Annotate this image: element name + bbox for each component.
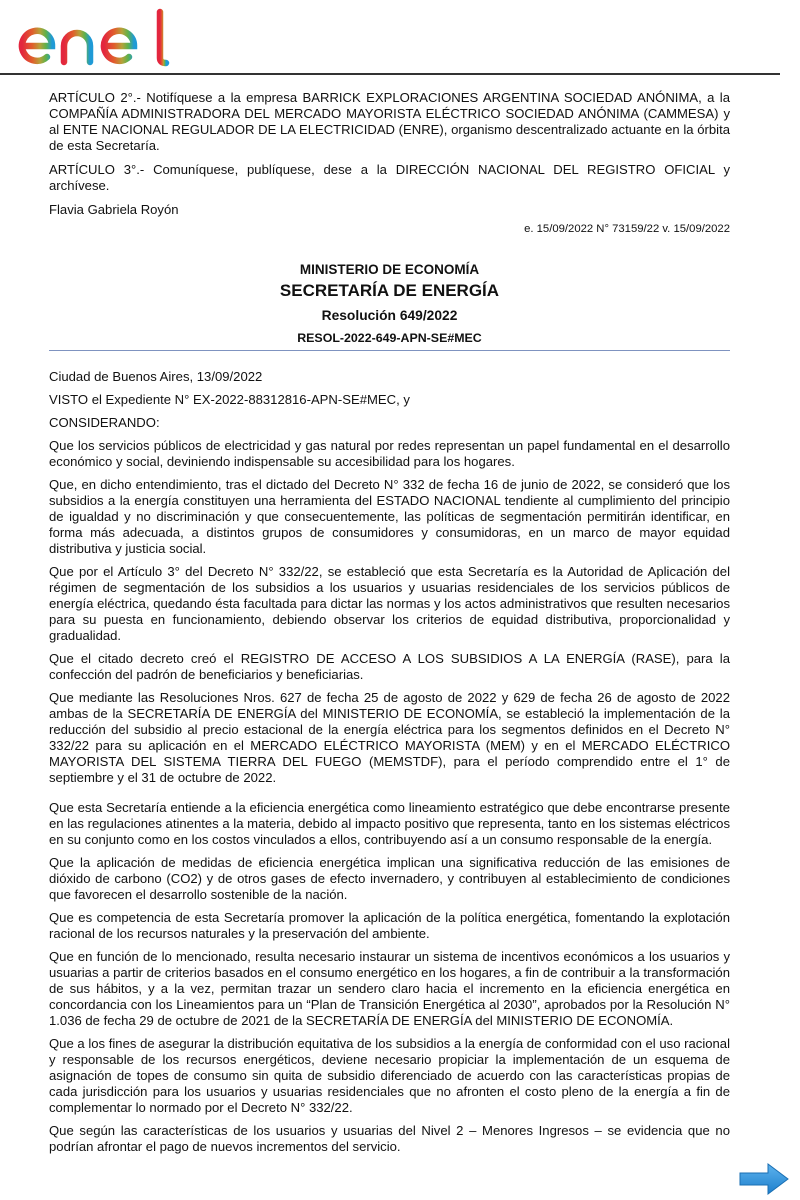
paragraph: Que a los fines de asegurar la distribución equitativa de los subsidios a la energía de conformidad con el uso racional y responsable de los recursos energéticos, deviene necesario propiciar la implementación de un esquema de asignación de topes de consumo sin quita de subsidio diferenciado de acuerdo con las características propias de cada jurisdicción para los usuarios y usuarias residenciales que no afronten el costo pleno de la energía a fin de complementar lo normado por el Decreto N° 332/22. xyxy=(49,1036,730,1115)
considerando: CONSIDERANDO: xyxy=(49,415,160,430)
enel-logo xyxy=(14,6,174,70)
articulo-3: ARTÍCULO 3°.- Comuníquese, publíquese, dese a la DIRECCIÓN NACIONAL DEL REGISTRO OFICIAL y archívese. xyxy=(49,162,730,193)
paragraph: Que, en dicho entendimiento, tras el dictado del Decreto N° 332 de fecha 16 de junio de 2022, se consideró que los subsidios a la energía constituyen una herramienta del ESTADO NACIONAL tendiente al cumplimiento del principio de igualdad y no discriminación y que consecuentemente, las políticas de segmentación permitirán identificar, en forma más adecuada, a distintos grupos de consumidores y consumidoras, en un marco de mayor equidad distributiva y justicia social. xyxy=(49,477,730,556)
paragraph: Que por el Artículo 3° del Decreto N° 332/22, se estableció que esta Secretaría es la Autoridad de Aplicación del régimen de segmentación de los subsidios a los usuarios y usuarias residenciales de los servicios públicos de energía eléctrica, quedando ésta facultada para dictar las normas y los actos administrativos que resulten necesarios para su puesta en funcionamiento, debiendo observar los criterios de equidad distributiva, proporcionalidad y gradualidad. xyxy=(49,564,730,643)
secretaria-title: SECRETARÍA DE ENERGÍA xyxy=(279,281,500,300)
paragraph: Que la aplicación de medidas de eficiencia energética implican una significativa reducción de las emisiones de dióxido de carbono (CO2) y de otros gases de efecto invernadero, y contribuyen al establecimiento de condiciones que favorecen el desarrollo sostenible de la nación. xyxy=(49,855,730,902)
paragraph: Que el citado decreto creó el REGISTRO DE ACCESO A LOS SUBSIDIOS A LA ENERGÍA (RASE), para la confección del padrón de beneficiarios y beneficiarias. xyxy=(49,651,730,682)
visto: VISTO el Expediente N° EX-2022-88312816-APN-SE#MEC, y xyxy=(49,392,410,407)
place-date: Ciudad de Buenos Aires, 13/09/2022 xyxy=(49,369,263,384)
paragraph: Que en función de lo mencionado, resulta necesario instaurar un sistema de incentivos económicos a los usuarios y usuarias a partir de criterios basados en el consumo energético en los hogares, a fin de contribuir a la transformación de sus hábitos, y a la vez, permitan trazar un sendero claro hacia el incremento en la eficiencia energética en concordancia con los Lineamientos para un “Plan de Transición Energética al 2030”, aprobados por la Resolución N° 1.036 de fecha 29 de octubre de 2021 de la SECRETARÍA DE ENERGÍA del MINISTERIO DE ECONOMÍA. xyxy=(49,949,730,1028)
resolution-number: Resolución 649/2022 xyxy=(321,308,458,323)
paragraph: Que los servicios públicos de electricidad y gas natural por redes representan un papel fundamental en el desarrollo económico y social, deviniendo indispensable su accesibilidad para los hogares. xyxy=(49,438,730,469)
ministry-title: MINISTERIO DE ECONOMÍA xyxy=(299,262,480,277)
paragraph: Que mediante las Resoluciones Nros. 627 de fecha 25 de agosto de 2022 y 629 de fecha 26 de agosto de 2022 ambas de la SECRETARÍA DE ENERGÍA del MINISTERIO DE ECONOMÍA, se estableció la implementación de la reducción del subsidio al precio estacional de la energía eléctrica para los segmentos definidos en el Decreto N° 332/22 para su aplicación en el MERCADO ELÉCTRICO MAYORISTA (MEM) y en el MERCADO ELÉCTRICO MAYORISTA DEL SISTEMA TIERRA DEL FUEGO (MEMSTDF), para el período comprendido entre el 1° de septiembre y el 31 de octubre de 2022. xyxy=(49,690,730,785)
resolution-body xyxy=(49,369,730,1162)
arrow-right-icon[interactable] xyxy=(738,1162,790,1196)
publication-reference: e. 15/09/2022 N° 73159/22 v. 15/09/2022 xyxy=(524,223,730,235)
paragraph: Que según las características de los usuarios y usuarias del Nivel 2 – Menores Ingresos – se evidencia que no podrían afrontar el pago de nuevos incrementos del servicio. xyxy=(49,1123,730,1154)
article-section xyxy=(49,90,730,236)
paragraph: Que esta Secretaría entiende a la eficiencia energética como lineamiento estratégico que debe encontrarse presente en las regulaciones atinentes a la materia, debido al impacto positivo que representa, tanto en los sistemas eléctricos en su conjunto como en los costos vinculados a ellos, contribuyendo así a un consumo responsable de la energía. xyxy=(49,800,730,847)
resolution-code: RESOL-2022-649-APN-SE#MEC xyxy=(297,331,482,345)
paragraph: Que es competencia de esta Secretaría promover la aplicación de la política energética, fomentando la explotación racional de los recursos naturales y la preservación del ambiente. xyxy=(49,910,730,941)
heading-divider xyxy=(49,350,730,351)
resolution-heading xyxy=(49,262,730,346)
articulo-2: ARTÍCULO 2°.- Notifíquese a la empresa BARRICK EXPLORACIONES ARGENTINA SOCIEDAD ANÓNIMA, a la COMPAÑÍA ADMINISTRADORA DEL MERCADO MAYORISTA ELÉCTRICO SOCIEDAD ANÓNIMA (CAMMESA) y al ENTE NACIONAL REGULADOR DE LA ELECTRICIDAD (ENRE), organismo descentralizado actuante en la órbita de esta Secretaría. xyxy=(49,90,730,153)
header-rule xyxy=(0,73,780,75)
signature: Flavia Gabriela Royón xyxy=(49,202,179,217)
